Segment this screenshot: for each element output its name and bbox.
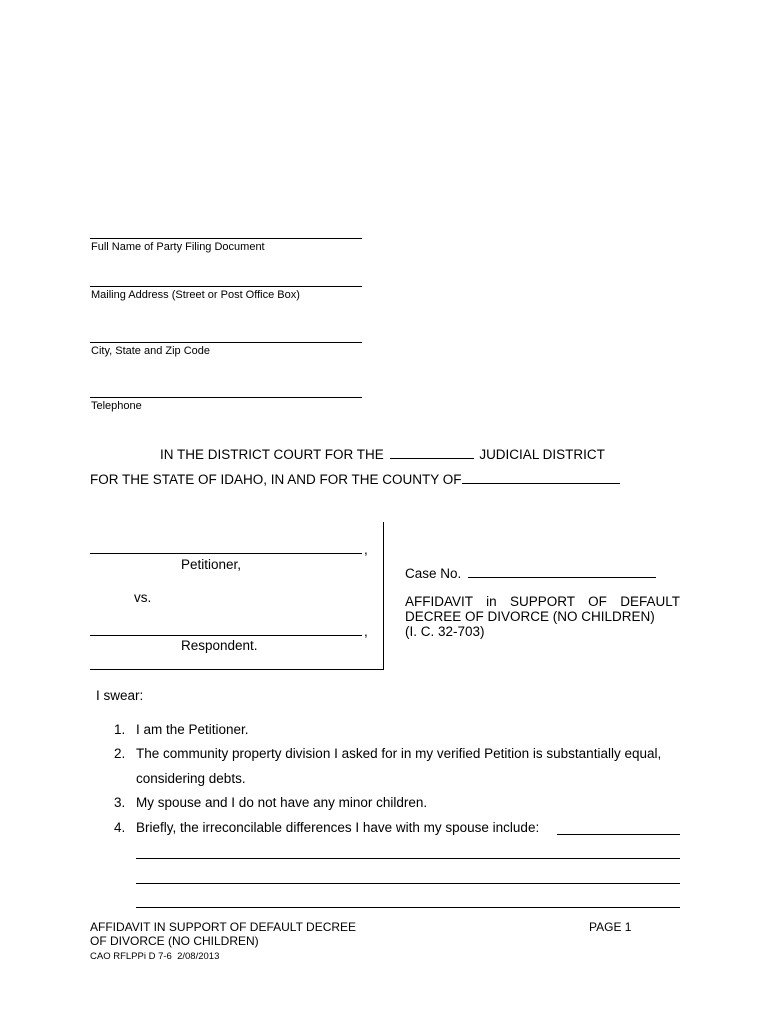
court-heading-line-2 xyxy=(90,471,620,487)
petitioner-comma: , xyxy=(364,542,368,557)
item-3-text: My spouse and I do not have any minor children. xyxy=(136,795,428,810)
affidavit-title-line-3: (I. C. 32-703) xyxy=(405,624,485,639)
full-name-line[interactable] xyxy=(90,238,362,239)
judicial-district-blank[interactable] xyxy=(390,446,474,459)
form-code: CAO RFLPPi D 7-6 2/08/2013 xyxy=(90,951,220,962)
footer-title xyxy=(90,920,356,948)
court-heading-line-1 xyxy=(160,446,605,462)
affidavit-title-line-2: DECREE OF DIVORCE (NO CHILDREN) xyxy=(405,609,655,624)
item-4-num: 4. xyxy=(114,820,126,835)
vs-label: vs. xyxy=(134,590,152,605)
footer-title-line-1: AFFIDAVIT IN SUPPORT OF DEFAULT DECREE xyxy=(90,920,357,934)
item-2-continuation: considering debts. xyxy=(136,771,246,786)
court-heading-post: JUDICIAL DISTRICT xyxy=(479,447,605,462)
item-4-text: Briefly, the irreconcilable differences I have with my spouse include: xyxy=(136,820,540,835)
item-2-text: The community property division I asked for in my verified Petition is substantially equal, xyxy=(136,746,662,761)
footer-title-line-2: OF DIVORCE (NO CHILDREN) xyxy=(90,934,259,948)
respondent-name-line[interactable] xyxy=(90,635,362,636)
swear-label: I swear: xyxy=(96,688,144,703)
item-2-num: 2. xyxy=(114,746,126,761)
affidavit-title xyxy=(405,594,680,639)
differences-blank-1[interactable] xyxy=(557,834,680,835)
city-state-zip-label: City, State and Zip Code xyxy=(91,345,211,357)
mailing-address-label: Mailing Address (Street or Post Office Box) xyxy=(91,289,300,301)
item-1-text: I am the Petitioner. xyxy=(136,722,249,737)
caption-vertical-rule xyxy=(383,522,384,669)
differences-blank-3[interactable] xyxy=(136,883,680,884)
court-heading-pre: IN THE DISTRICT COURT FOR THE xyxy=(160,447,384,462)
item-3-num: 3. xyxy=(114,795,126,810)
case-number-row xyxy=(405,565,656,581)
case-number-blank[interactable] xyxy=(468,565,656,578)
mailing-address-line[interactable] xyxy=(90,286,362,287)
telephone-line[interactable] xyxy=(90,397,362,398)
affidavit-title-line-1: AFFIDAVIT in SUPPORT OF DEFAULT xyxy=(405,594,680,609)
petitioner-label: Petitioner, xyxy=(181,557,242,572)
county-blank[interactable] xyxy=(462,471,620,484)
differences-blank-4[interactable] xyxy=(136,907,680,908)
case-number-label: Case No. xyxy=(405,566,462,581)
respondent-label: Respondent. xyxy=(181,638,258,653)
caption-bottom-rule xyxy=(90,669,384,670)
court-heading-county: FOR THE STATE OF IDAHO, IN AND FOR THE COUNTY OF xyxy=(90,472,462,487)
respondent-comma: , xyxy=(364,624,368,639)
telephone-label: Telephone xyxy=(91,400,142,412)
differences-blank-2[interactable] xyxy=(136,858,680,859)
page-number: PAGE 1 xyxy=(589,920,632,934)
city-state-zip-line[interactable] xyxy=(90,342,362,343)
petitioner-name-line[interactable] xyxy=(90,553,362,554)
item-1-num: 1. xyxy=(114,722,126,737)
full-name-label: Full Name of Party Filing Document xyxy=(91,241,265,253)
